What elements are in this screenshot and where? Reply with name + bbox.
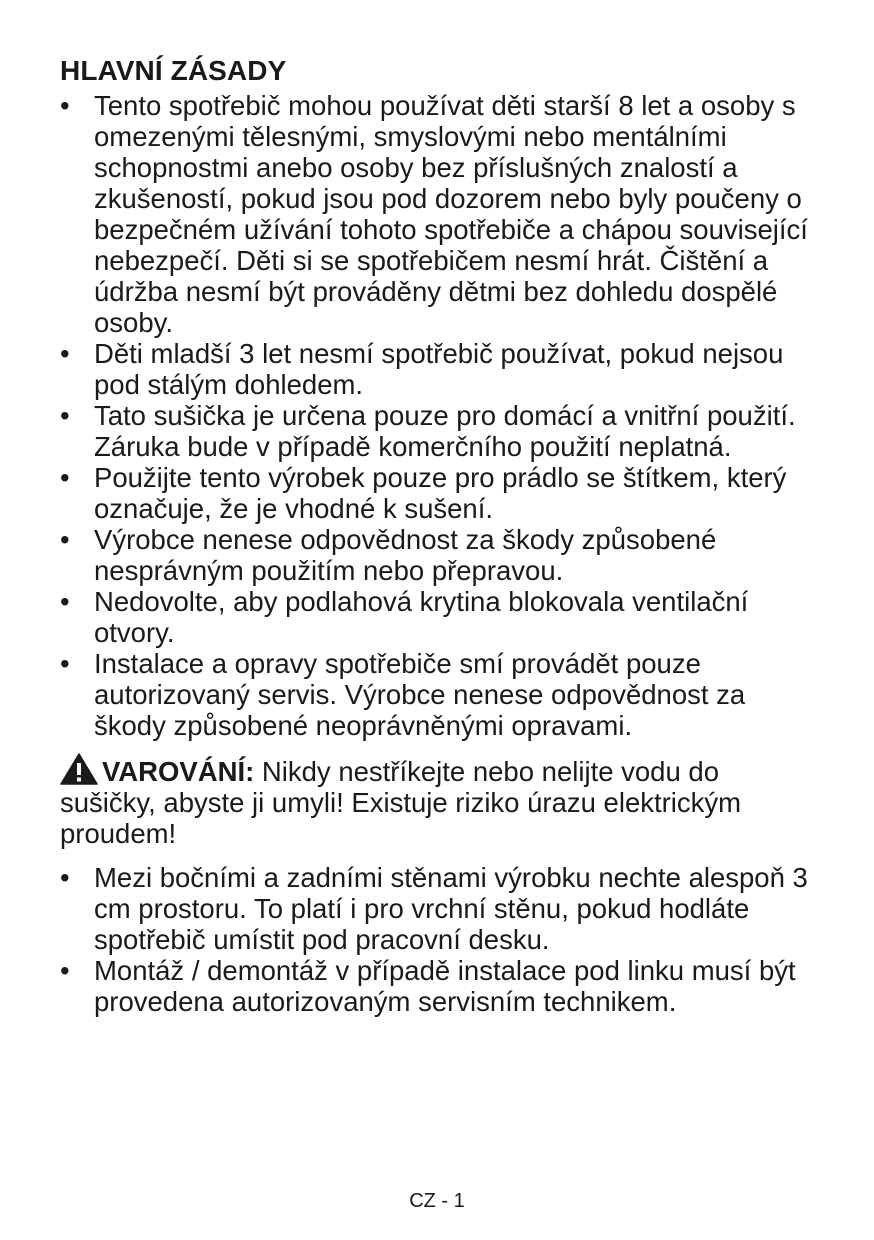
warning-paragraph xyxy=(60,753,820,849)
section-heading: HLAVNÍ ZÁSADY xyxy=(60,55,287,86)
bullet-icon: • xyxy=(60,400,70,431)
list-item xyxy=(60,524,820,586)
bullet-icon: • xyxy=(60,648,70,679)
bullet-icon: • xyxy=(60,586,70,617)
bullet-icon: • xyxy=(60,90,70,121)
list-item xyxy=(60,90,820,338)
bullet-icon: • xyxy=(60,524,70,555)
list-item-text: Tato sušička je určena pouze pro domácí a vnitřní použití. Záruka bude v případě komerčního použití neplatná. xyxy=(94,400,796,462)
bullet-list-first xyxy=(60,90,820,741)
list-item-text: Děti mladší 3 let nesmí spotřebič používat, pokud nejsou pod stálým dohledem. xyxy=(94,338,784,400)
bullet-icon: • xyxy=(60,462,70,493)
list-item xyxy=(60,586,820,648)
manual-page xyxy=(60,52,820,1017)
bullet-icon: • xyxy=(60,955,70,986)
list-item xyxy=(60,955,820,1017)
list-item xyxy=(60,400,820,462)
bullet-icon: • xyxy=(60,862,70,893)
warning-triangle-icon xyxy=(60,753,98,785)
list-item-text: Výrobce nenese odpovědnost za škody způsobené nesprávným použitím nebo přepravou. xyxy=(94,524,717,586)
list-item xyxy=(60,648,820,741)
list-item-text: Montáž / demontáž v případě instalace pod linku musí být provedena autorizovaným servisním technikem. xyxy=(94,955,796,1017)
bullet-list-second xyxy=(60,862,820,1017)
bullet-icon: • xyxy=(60,338,70,369)
page-number: CZ - 1 xyxy=(409,1190,465,1212)
warning-label: VAROVÁNÍ: xyxy=(102,756,255,787)
warning-text: Nikdy nestříkejte nebo nelijte vodu do sušičky, abyste ji umyli! Existuje riziko úrazu elektrickým proudem! xyxy=(60,756,742,849)
list-item xyxy=(60,462,820,524)
list-item xyxy=(60,862,820,955)
list-item-text: Tento spotřebič mohou používat děti starší 8 let a osoby s omezenými tělesnými, smyslovými nebo mentálními schopnostmi anebo osoby bez příslušných znalostí a zkušeností, pokud jsou pod dozorem nebo byly poučeny o bezpečném užívání tohoto spotřebiče a chápou související nebezpečí. Děti si se spotřebičem nesmí hrát. Čištění a údržba nesmí být prováděny dětmi bez dohledu dospělé osoby. xyxy=(94,90,808,338)
list-item-text: Nedovolte, aby podlahová krytina blokovala ventilační otvory. xyxy=(94,586,749,648)
list-item-text: Mezi bočními a zadními stěnami výrobku nechte alespoň 3 cm prostoru. To platí i pro vrchní stěnu, pokud hodláte spotřebič umístit pod pracovní desku. xyxy=(94,862,808,955)
list-item xyxy=(60,338,820,400)
list-item-text: Použijte tento výrobek pouze pro prádlo se štítkem, který označuje, že je vhodné k sušení. xyxy=(94,462,787,524)
list-item-text: Instalace a opravy spotřebiče smí provádět pouze autorizovaný servis. Výrobce nenese odpovědnost za škody způsobené neoprávněnými opravami. xyxy=(94,648,746,741)
